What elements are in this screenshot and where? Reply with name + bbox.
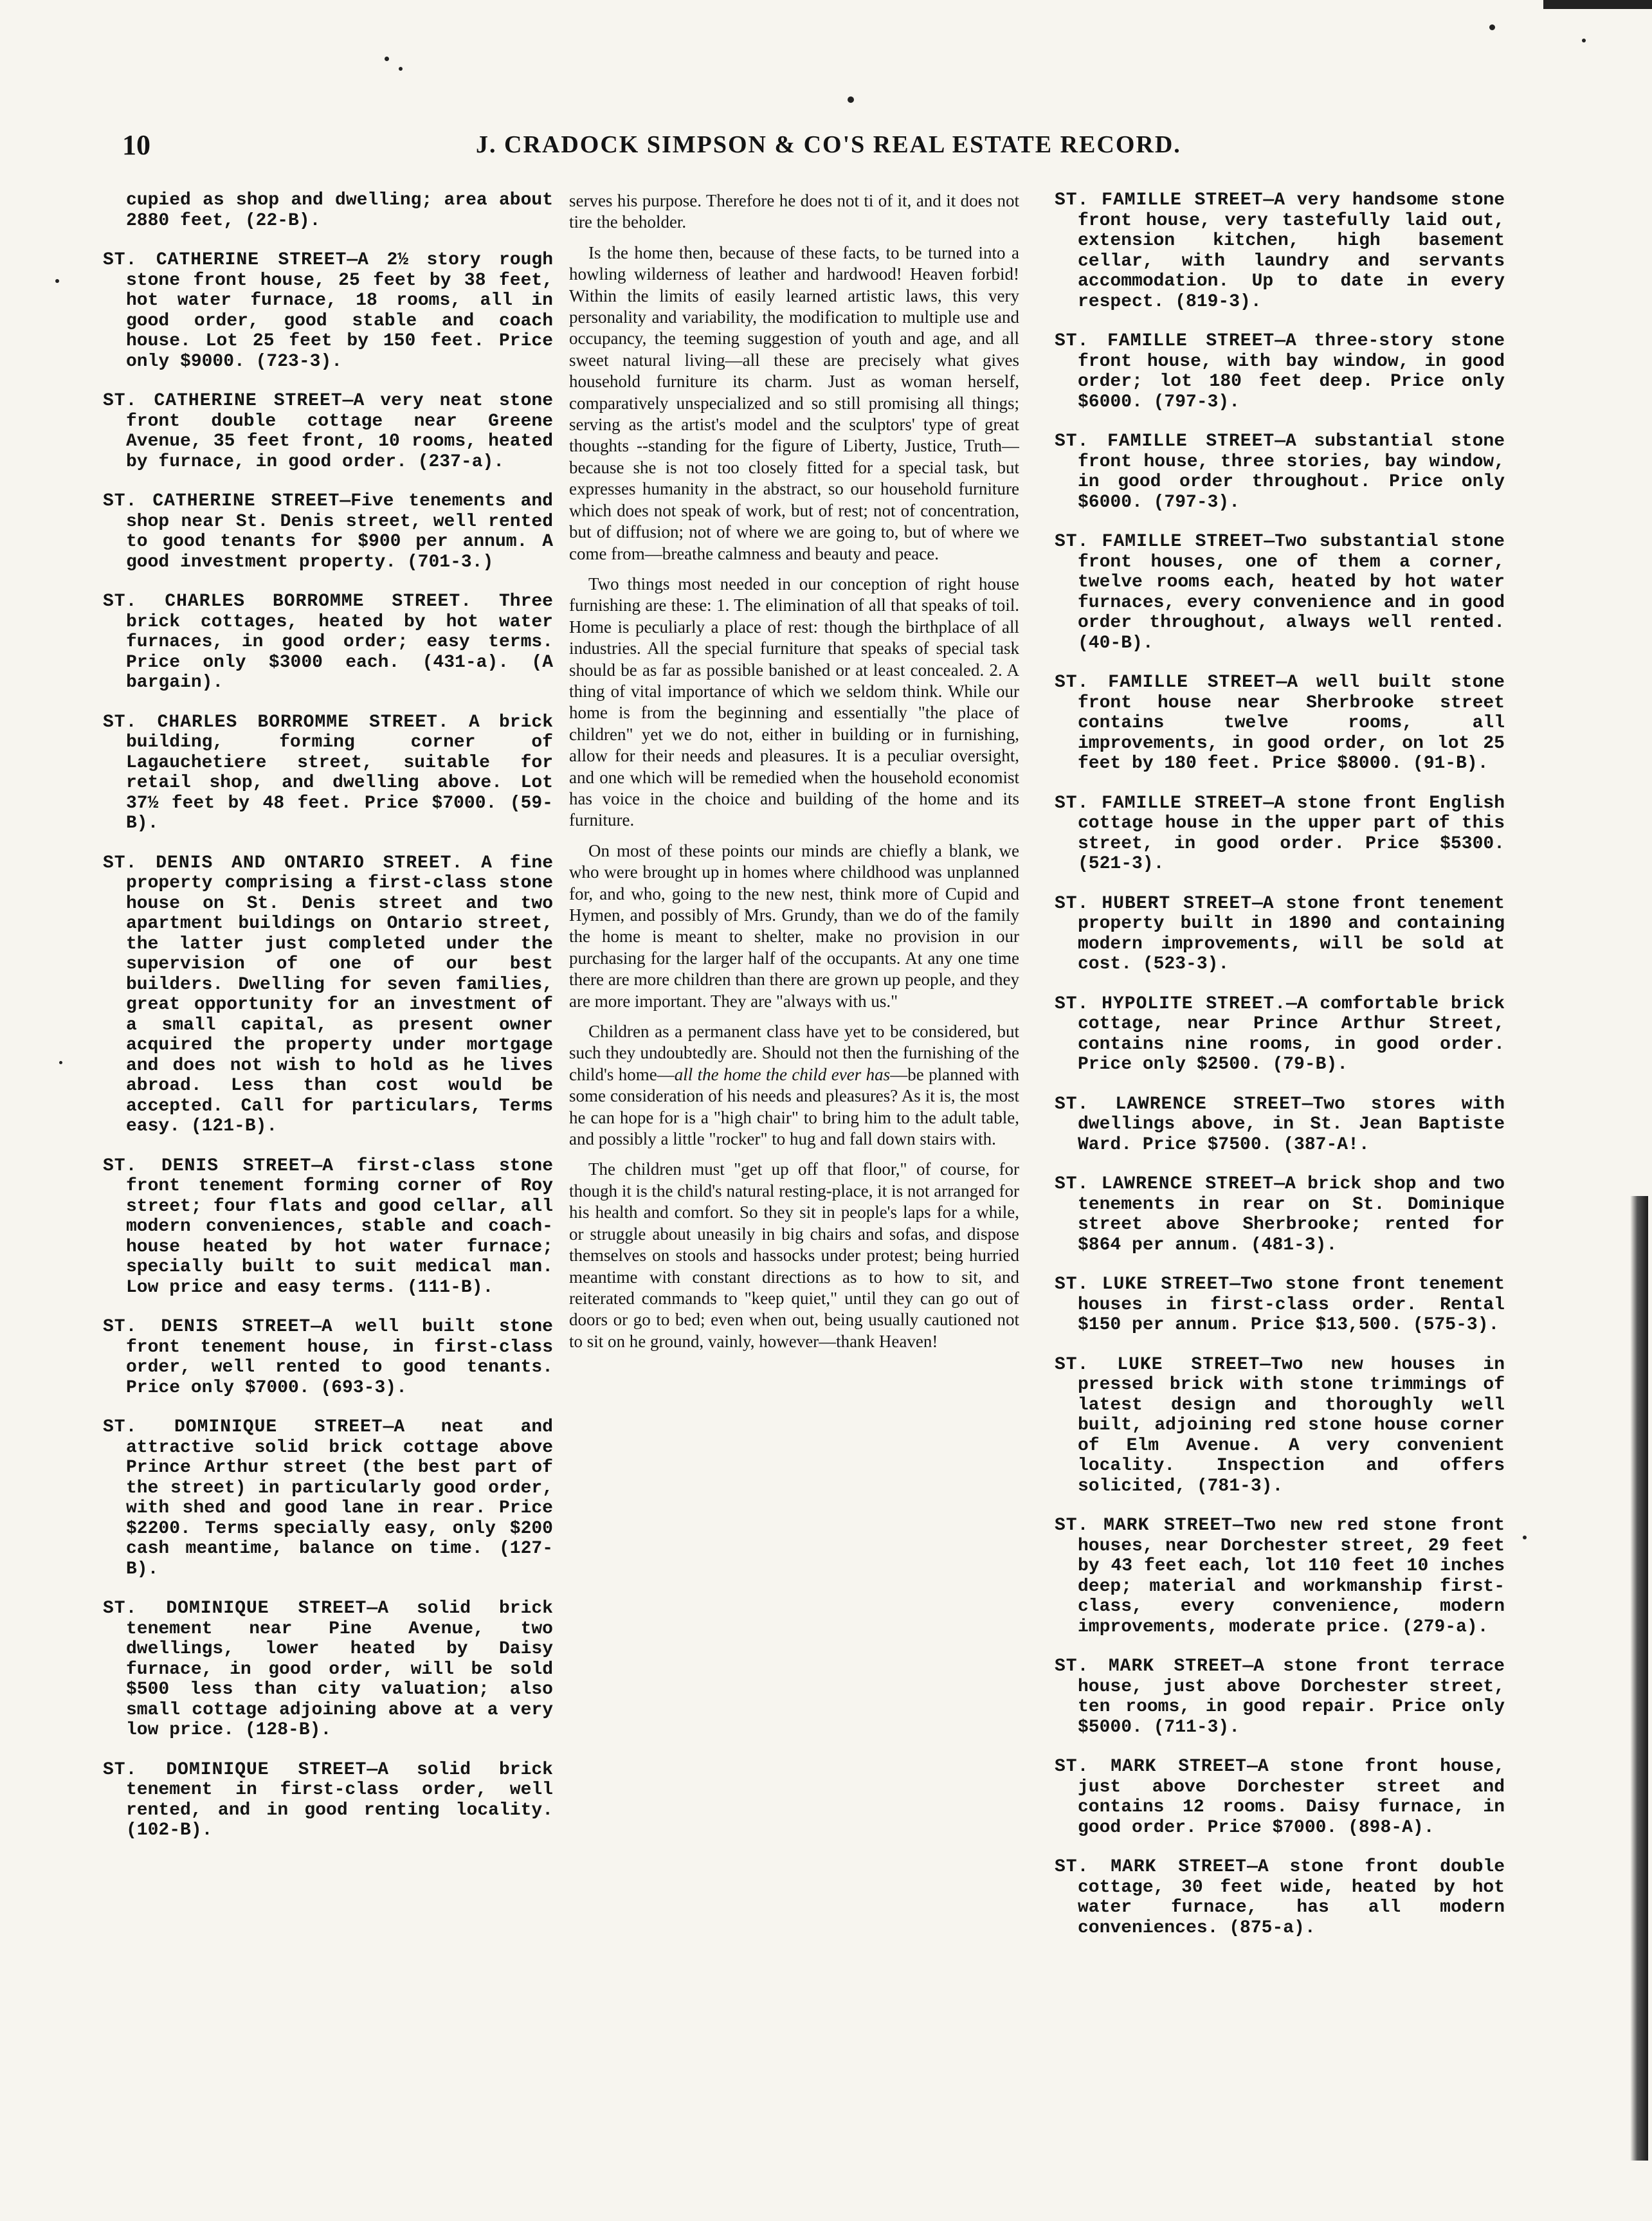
listing-description: —A first-class stone front tenement forming corner of Roy street; four flats and good cellar, all modern conveniences, stable and coach-house heated by hot water furnace; specially built to suit medical man. Low price and easy terms. (111-B). (126, 1156, 553, 1298)
property-listing (103, 853, 553, 1137)
listing-description: —Two new houses in pressed brick with stone trimmings of latest design and thoroughly well built, adjoining red stone house corner of Elm Avenue. A very convenient locality. Inspection and offers solicited, (781-3). (1078, 1354, 1505, 1496)
running-head: J. CRADOCK SIMPSON & CO'S REAL ESTATE RECORD. (476, 131, 1181, 158)
property-listing (103, 1760, 553, 1841)
property-listing (1055, 673, 1505, 774)
property-listing (1055, 331, 1505, 412)
property-listing (103, 1417, 553, 1579)
property-listing (103, 1156, 553, 1298)
listing-description: —A well built stone front house near Sherbrooke street contains twelve rooms, all improvements, in good order, on lot 25 feet by 180 feet. Price $8000. (91-B). (1078, 673, 1505, 774)
listing-description: —A substantial stone front house, three stories, bay window, in good order throughout. Price only $6000. (797-3). (1078, 431, 1505, 512)
listing-street-name: ST. MARK STREET (1055, 1656, 1243, 1676)
essay-paragraph: The children must "get up off that floor," of course, for though it is the child's natural resting-place, it is not arranged for his health and comfort. So they sit in people's laps for a while, or struggle about uneasily in big chairs and sofas, and dispose themselves on stools and hassocks under protest; being hurried meantime with constant directions as to how to sit, and reiterated commands to "keep quiet," until they can go out of doors or go to bed; even when out, being usually cautioned not to sit on he ground, vainly, however—thank Heaven! (569, 1159, 1019, 1351)
listing-description: —Two stone front tenement houses in first-class order. Rental $150 per annum. Price $13,500. (575-3). (1078, 1274, 1505, 1335)
property-listing (1055, 1274, 1505, 1336)
scan-speck (1582, 39, 1586, 42)
property-listing (103, 1599, 553, 1741)
listing-street-name: ST. DENIS STREET (103, 1317, 311, 1337)
listing-street-name: ST. DOMINIQUE STREET (103, 1759, 367, 1780)
property-listing (1055, 1174, 1505, 1255)
listing-description: —Two substantial stone front houses, one of them a corner, twelve rooms each, heated by hot water furnaces, every convenience and in good order throughout, always well rented. (40-B). (1078, 532, 1505, 653)
listing-street-name: ST. DENIS AND ONTARIO STREET. (103, 853, 464, 873)
left-listings-column (103, 190, 553, 2158)
listing-street-name: ST. HYPOLITE STREET. (1055, 993, 1286, 1014)
listing-description: —A very neat stone front double cottage near Greene Avenue, 35 feet front, 10 rooms, heated by furnace, in good order. (237-a). (126, 391, 553, 472)
listing-street-name: ST. MARK STREET (1055, 1516, 1233, 1536)
listing-street-name: ST. LAWRENCE STREET (1055, 1094, 1302, 1114)
property-listing (1055, 1516, 1505, 1637)
listing-street-name: ST. LAWRENCE STREET (1055, 1174, 1275, 1194)
listing-street-name: ST. DOMINIQUE STREET (103, 1417, 383, 1437)
listing-description: —A stone front tenement property built in 1890 and containing modern improvements, will be sold at cost. (523-3). (1078, 893, 1505, 974)
listing-description: —A very handsome stone front house, very tastefully laid out, extension kitchen, high basement cellar, with laundry and servants accommodation. Up to date in every respect. (819-3). (1078, 190, 1505, 312)
listing-street-name: ST. CATHERINE STREET (103, 250, 347, 270)
listing-description: —A comfortable brick cottage, near Prince Arthur Street, contains nine rooms, in good order. Price only $2500. (79-B). (1078, 993, 1505, 1074)
property-listing (1055, 1355, 1505, 1497)
listing-description: —A solid brick tenement near Pine Avenue, two dwellings, lower heated by Daisy furnace, in good order, will be sold $500 less than city valuation; also small cottage adjoining above at a very low price. (128-B). (126, 1599, 553, 1740)
page-number: 10 (122, 129, 150, 161)
listing-description: cupied as shop and dwelling; area about 2880 feet, (22-B). (126, 190, 553, 231)
listing-description: —A stone front English cottage house in the upper part of this street, in good order. Price $5300. (521-3). (1078, 793, 1505, 874)
scan-speck (385, 57, 389, 61)
listing-description: —Five tenements and shop near St. Denis street, well rented to good tenants for $900 per annum. A good investment property. (701-3.) (126, 491, 553, 572)
listing-street-name: ST. CHARLES BORROMME STREET. (103, 712, 449, 732)
property-listing (103, 1317, 553, 1398)
property-listing (1055, 1757, 1505, 1838)
listing-description: —A stone front house, just above Dorchester street and contains 12 rooms. Daisy furnace, in good order. Price $7000. (898-A). (1078, 1757, 1505, 1838)
listing-street-name: ST. CATHERINE STREET (103, 491, 340, 511)
property-listing (103, 391, 553, 472)
scan-speck (1523, 1536, 1527, 1539)
property-listing (1055, 1857, 1505, 1938)
listing-description: —A solid brick tenement in first-class order, well rented, and in good renting locality. (102-B). (126, 1759, 553, 1840)
essay-paragraph: Is the home then, because of these facts, to be turned into a howling wilderness of leather and hardwood! Heaven forbid! Within the limits of easily learned artistic laws, this very personality and variability, the modification to multiple use and occupancy, the teeming suggestion of youth and age, and all sweet natural living—all these are precisely what gives household furniture its charm. Just as woman herself, comparatively unspecialized and so still promising all things; serving as the artist's model and the sculptors' type of great thoughts --standing for the figure of Liberty, Justice, Truth—because she is not too closely fitted for a special task, but expresses humanity in the abstract, so our household furniture which does not speak of work, but of rest; not of concentration, but of diffusion; not of where we are going to, but of where we come from—breathe calmness and beauty and peace. (569, 242, 1019, 563)
listing-description: —Two stores with dwellings above, in St. Jean Baptiste Ward. Price $7500. (387-A!. (1078, 1094, 1505, 1155)
listing-street-name: ST. LUKE STREET (1055, 1274, 1230, 1294)
scan-speck (1489, 24, 1495, 30)
property-listing (103, 250, 553, 372)
property-listing (103, 712, 553, 834)
listing-street-name: ST. DENIS STREET (103, 1156, 312, 1176)
listing-description: —A 2½ story rough stone front house, 25 feet by 38 feet, hot water furnace, 18 rooms, all in good order, good stable and coach house. Lot 25 feet by 150 feet. Price only $9000. (723-3). (126, 250, 553, 372)
listing-description: —A stone front terrace house, just above Dorchester street, ten rooms, in good repair. Price only $5000. (711-3). (1078, 1656, 1505, 1737)
scan-speck (848, 96, 854, 103)
essay-emphasis: all the home the child ever has (674, 1064, 891, 1084)
listing-street-name: ST. MARK STREET (1055, 1857, 1248, 1877)
listing-street-name: ST. CATHERINE STREET (103, 391, 343, 411)
listing-street-name: ST. DOMINIQUE STREET (103, 1599, 367, 1618)
listing-street-name: ST. FAMILLE STREET (1055, 190, 1264, 210)
listing-street-name: ST. FAMILLE STREET (1055, 532, 1264, 552)
scan-speck (399, 67, 403, 71)
property-listing (1055, 532, 1505, 653)
listing-description: A fine property comprising a first-class stone house on St. Denis street and two apartment buildings on Ontario street, the latter just completed under the supervision of one of our best builders. Dwelling for seven families, great opportunity for an investment of a small capital, as present owner acquired the property under mortgage and does not wish to hold as he lives abroad. Less than cost would be accepted. Call for particulars, Terms easy. (121-B). (126, 853, 553, 1136)
listing-description: —Two new red stone front houses, near Dorchester street, 29 feet by 43 feet each, lot 110 feet 10 inches deep; material and workmanship first-class, every convenience, modern improvements, moderate price. (279-a). (1078, 1516, 1505, 1637)
listing-description: —A neat and attractive solid brick cottage above Prince Arthur street (the best part of the street) in particularly good order, with shed and good lane in rear. Price $2200. Terms specially easy, only $200 cash meantime, balance on time. (127-B). (126, 1417, 553, 1579)
scan-speck (55, 279, 59, 283)
essay-paragraph: Children as a permanent class have yet to be considered, but such they undoubtedly are. Should not then the furnishing of the child's home—all the home the child ever has—be planned with some consideration of his needs and pleasures? As it is, the most he can hope for is a "high chair" to bring him to the adult table, and possibly a little "rocker" to hug and fall down stairs with. (569, 1022, 1019, 1149)
listing-description: A brick building, forming corner of Lagauchetiere street, suitable for retail shop, and dwelling above. Lot 37½ feet by 48 feet. Price $7000. (59-B). (126, 712, 553, 833)
listing-street-name: ST. FAMILLE STREET (1055, 793, 1264, 813)
essay-paragraph: serves his purpose. Therefore he does not ti of it, and it does not tire the beholder. (569, 191, 1019, 232)
listing-description: —A well built stone front tenement house, in first-class order, well rented to good tenants. Price only $7000. (693-3). (126, 1317, 553, 1398)
essay-paragraph: On most of these points our minds are chiefly a blank, we who were brought up in homes where childhood was unplanned for, and who, going to the new nest, think more of Cupid and Hymen, and possibly of Mrs. Grundy, than we do of the family the home is meant to shelter, make no provision in our purchasing for the larger half of the occupants. At any one time there are more children than there are grown up people, and they are more important. They are "always with us." (569, 840, 1019, 1011)
property-listing (103, 491, 553, 572)
property-listing (103, 592, 553, 693)
property-listing (1055, 190, 1505, 312)
property-listing (1055, 994, 1505, 1075)
property-listing (1055, 793, 1505, 875)
listing-street-name: ST. MARK STREET (1055, 1757, 1248, 1777)
top-edge-shadow (1543, 0, 1652, 9)
right-listings-column (1055, 190, 1505, 2158)
listing-description: —A brick shop and two tenements in rear on St. Dominique street above Sherbrooke; rented for $864 per annum. (481-3). (1078, 1174, 1505, 1255)
listing-street-name: ST. FAMILLE STREET (1055, 331, 1275, 351)
listing-description: —A stone front double cottage, 30 feet wide, heated by hot water furnace, has all modern conveniences. (875-a). (1078, 1857, 1505, 1938)
essay-paragraph: Two things most needed in our conception of right house furnishing are these: 1. The elimination of all that speaks of toil. Home is peculiarly a place of rest: though the birthplace of all industries. All the special furniture that speaks of special task should be as far as possible banished or at least concealed. 2. A thing of vital importance of which we seldom think. While our home is from the beginning and essentially "the place of children" yet we do not, either in building or in furnishing, allow for their needs and pleasures. It is a peculiar oversight, and one which will be remedied when the household economist has voice in the choice and building of the home and its furniture. (569, 574, 1019, 830)
property-listing (1055, 894, 1505, 975)
property-listing (1055, 431, 1505, 512)
listing-street-name: ST. HUBERT STREET (1055, 893, 1252, 914)
listing-street-name: ST. CHARLES BORROMME STREET. (103, 592, 472, 612)
listing-description: Three brick cottages, heated by hot water furnaces, in good order; easy terms. Price only $3000 each. (431-a). (A bargain). (126, 592, 553, 693)
scan-speck (59, 1061, 62, 1064)
essay-column (569, 190, 1019, 2158)
property-listing (1055, 1656, 1505, 1737)
listing-street-name: ST. FAMILLE STREET (1055, 431, 1275, 451)
binding-edge-shadow (1630, 1196, 1648, 2161)
listing-continuation (103, 190, 553, 231)
listing-street-name: ST. FAMILLE STREET (1055, 673, 1276, 693)
listing-description: —A three-story stone front house, with bay window, in good order; lot 180 feet deep. Price only $6000. (797-3). (1078, 331, 1505, 412)
listing-street-name: ST. LUKE STREET (1055, 1354, 1260, 1375)
property-listing (1055, 1094, 1505, 1156)
